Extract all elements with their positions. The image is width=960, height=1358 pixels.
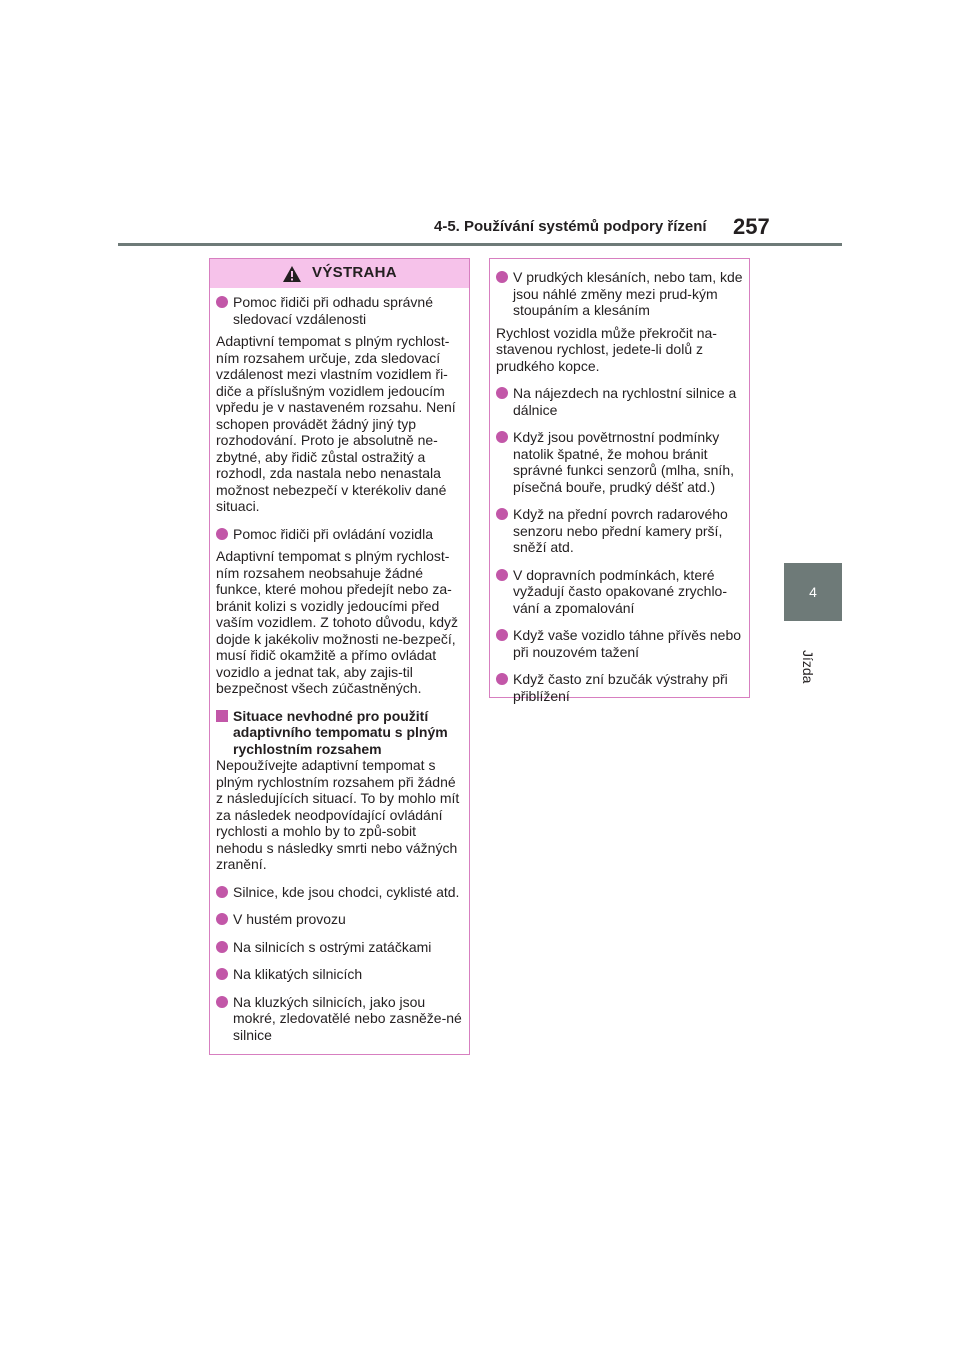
bullet-icon bbox=[496, 629, 511, 641]
warning-box-right bbox=[489, 258, 750, 704]
paragraph: Nepoužívejte adaptivní tempomat s plným rychlostním rozsahem při žádné z následujících situací. To by mohlo mít za následek neodpovídající ovládání rychlosti a mohlo by to způ-sobit nehodu s následky smrti nebo vážných zranění. bbox=[216, 757, 460, 872]
warning-heading: VÝSTRAHA bbox=[312, 264, 397, 282]
bullet-icon bbox=[496, 508, 511, 520]
list-item: Na silnicích s ostrými zatáčkami bbox=[216, 939, 463, 956]
bullet-icon bbox=[216, 886, 231, 898]
warning-triangle-icon bbox=[282, 265, 302, 283]
square-bullet-icon bbox=[216, 708, 231, 758]
list-item: V dopravních podmínkách, které vyžadují často opakované zrychlo-vání a zpomalování bbox=[496, 567, 743, 617]
list-item: Pomoc řidiči při ovládání vozidla bbox=[216, 526, 463, 543]
bullet-icon bbox=[496, 673, 511, 685]
bullet-icon bbox=[496, 387, 511, 399]
warning-box-left bbox=[209, 258, 470, 1055]
list-item: Pomoc řidiči při odhadu správné sledovací vzdálenosti bbox=[216, 294, 463, 327]
list-item: Na kluzkých silnicích, jako jsou mokré, zledovatělé nebo zasněže-né silnice bbox=[216, 994, 463, 1044]
bullet-icon bbox=[496, 569, 511, 581]
bullet-icon bbox=[216, 296, 231, 308]
paragraph: Adaptivní tempomat s plným rychlost-ním rozsahem neobsahuje žádné funkce, které mohou předejít nebo za-bránit kolizi s vozidly jedoucími před vaším vozidlem. Z tohoto důvodu, když dojde k jakékoliv možnosti ne-bezpečí, musí řidič okamžitě a přímo ovládat vozidlo a jednat tak, aby zajis-til bezpečnost všech zúčastněných. bbox=[216, 548, 458, 696]
warning-body-left bbox=[210, 288, 469, 1043]
warning-header bbox=[210, 259, 469, 288]
list-item: Když často zní bzučák výstrahy při přiblížení bbox=[496, 671, 743, 704]
chapter-label: Jízda bbox=[800, 650, 816, 684]
list-item: Silnice, kde jsou chodci, cyklisté atd. bbox=[216, 884, 463, 901]
chapter-tab bbox=[784, 563, 842, 621]
paragraph: Adaptivní tempomat s plným rychlost-ním rozsahem určuje, zda sledovací vzdálenost mezi vlastním vozidlem ři-diče a příslušným vozidlem jedoucím vpředu je v nastaveném rozsahu. Není schopen provádět žádný jiný typ rozhodování. Proto je absolutně ne-zbytné, aby řidič zůstal ostražitý a rozhodl, zda nastala nebo nenastala možnost nebezpečí v kterékoliv dané situaci. bbox=[216, 333, 456, 514]
list-item: Na klikatých silnicích bbox=[216, 966, 463, 983]
list-item: Když jsou povětrnostní podmínky natolik špatné, že mohou bránit správné funkci senzorů (mlha, sníh, písečná bouře, prudký déšť atd.) bbox=[496, 429, 743, 495]
list-item: V prudkých klesáních, nebo tam, kde jsou náhlé změny mezi prud-kým stoupáním a klesáním bbox=[496, 269, 743, 319]
list-item: Když na přední povrch radarového senzoru nebo přední kamery prší, sněží atd. bbox=[496, 506, 743, 556]
section-title: 4-5. Používání systémů podpory řízení bbox=[434, 218, 707, 235]
list-item: Na nájezdech na rychlostní silnice a dálnice bbox=[496, 385, 743, 418]
list-item: Když vaše vozidlo táhne přívěs nebo při nouzovém tažení bbox=[496, 627, 743, 660]
subheading: Situace nevhodné pro použití adaptivního tempomatu s plným rychlostním rozsahem bbox=[216, 708, 463, 758]
bullet-icon bbox=[216, 528, 231, 540]
bullet-icon bbox=[216, 996, 231, 1008]
header-rule bbox=[118, 243, 842, 246]
warning-body-right bbox=[490, 263, 749, 704]
list-item: V hustém provozu bbox=[216, 911, 463, 928]
page-number: 257 bbox=[733, 214, 770, 239]
bullet-icon bbox=[496, 431, 511, 443]
paragraph: Rychlost vozidla může překročit na-stavenou rychlost, jedete-li dolů z prudkého kopce. bbox=[496, 324, 717, 374]
bullet-icon bbox=[216, 913, 231, 925]
bullet-icon bbox=[216, 941, 231, 953]
bullet-icon bbox=[496, 271, 511, 283]
bullet-icon bbox=[216, 968, 231, 980]
chapter-number: 4 bbox=[809, 584, 817, 600]
